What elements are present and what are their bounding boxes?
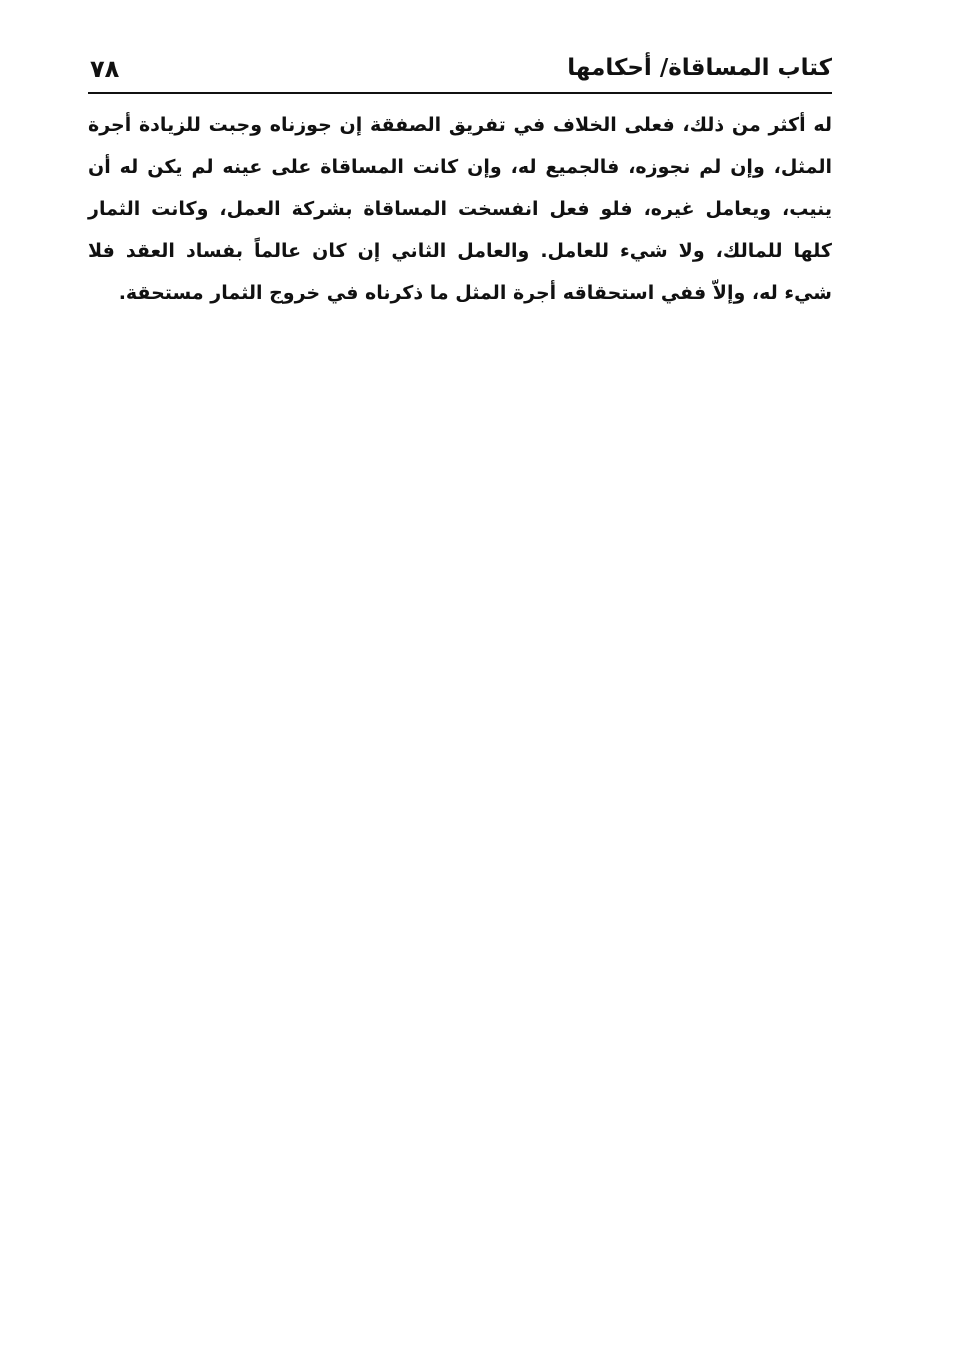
- body-paragraph: له أكثر من ذلك، فعلى الخلاف في تفريق الصفقة إن جوزناه وجبت للزيادة أجرة المثل، وإن لم نجوزه، فالجميع له، وإن كانت المساقاة على عينه لم يكن له أن ينيب، ويعامل غيره، فلو فعل انفسخت المساقاة بشركة العمل، وكانت الثمار كلها للمالك، ولا شيء للعامل. والعامل الثاني إن كان عالماً بفساد العقد فلا شيء له، وإلاّ ففي استحقاقه أجرة المثل ما ذكرناه في خروج الثمار مستحقة.: [88, 114, 832, 304]
- header-divider: [88, 92, 832, 94]
- running-title: كتاب المساقاة/ أحكامها: [567, 55, 832, 81]
- page-number: ٧٨: [90, 55, 120, 83]
- page-header: [88, 50, 832, 90]
